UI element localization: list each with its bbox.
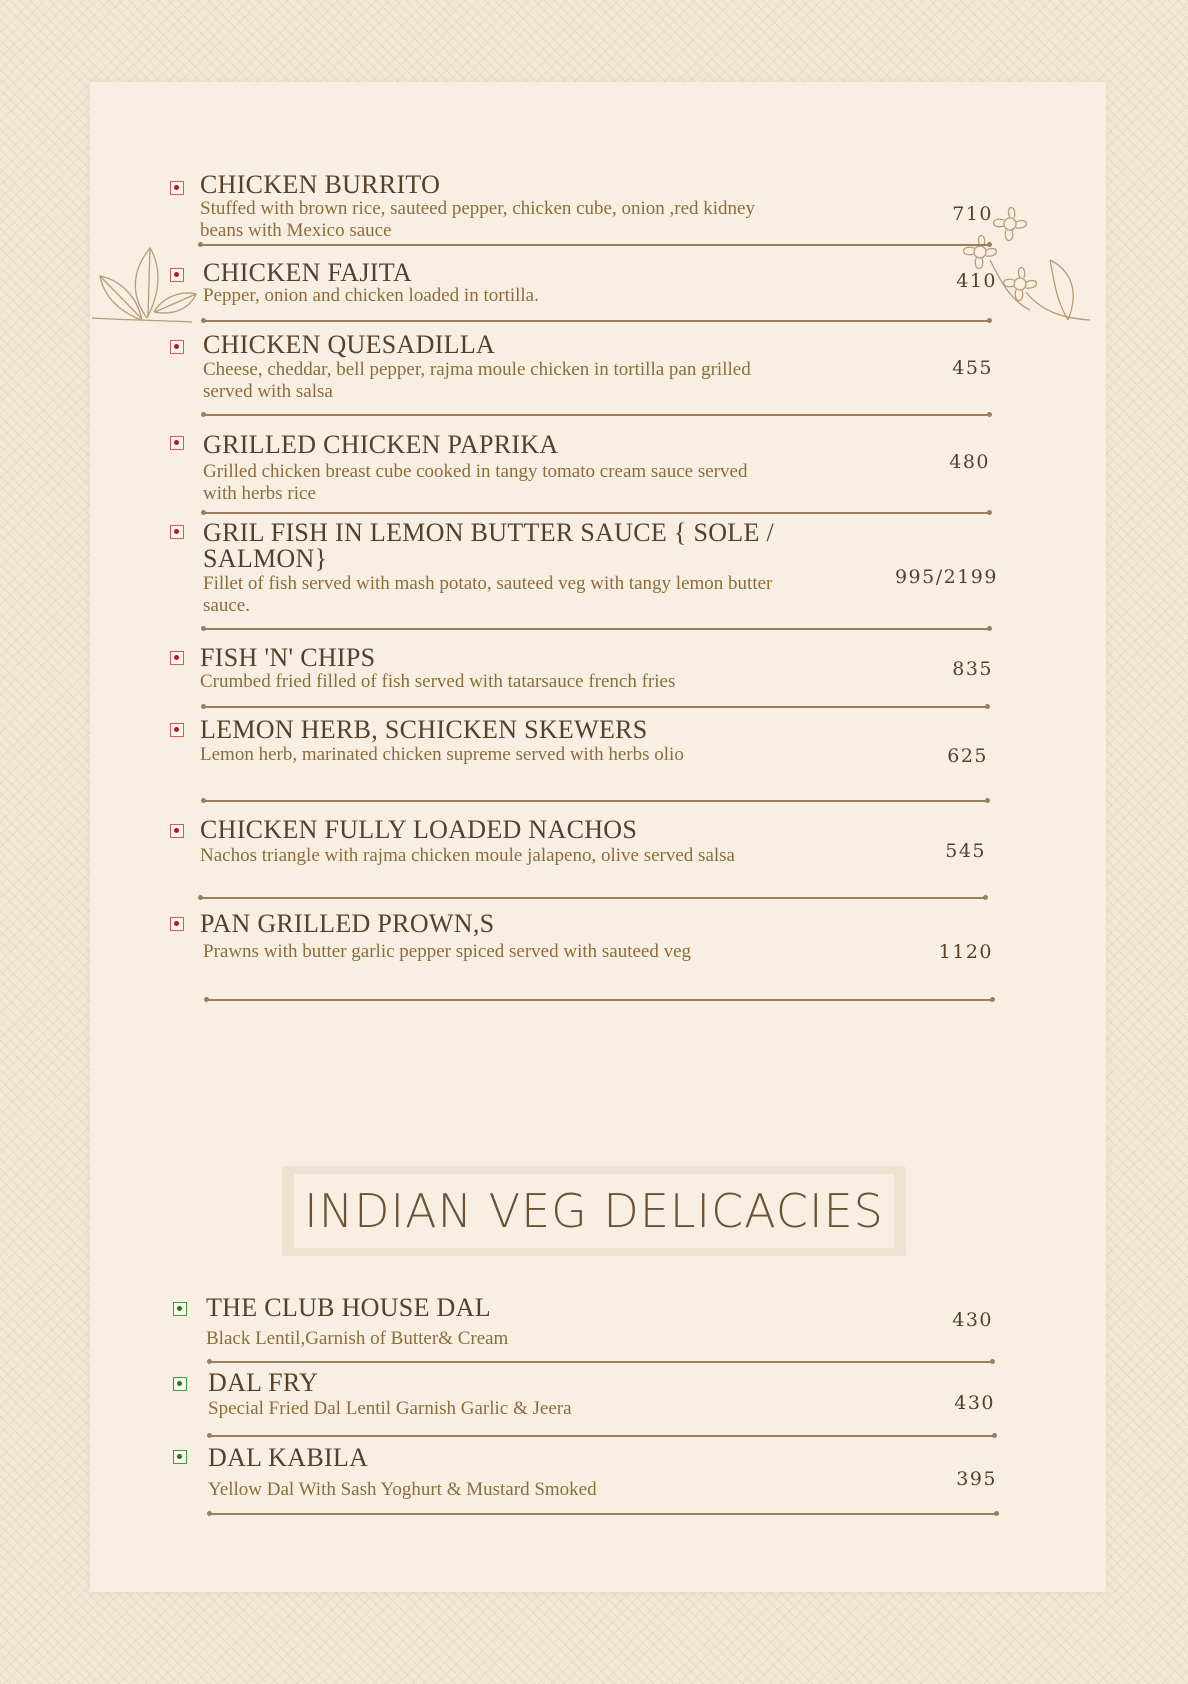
item-description: Prawns with butter garlic pepper spiced served with sauteed veg	[203, 941, 692, 962]
item-divider	[209, 1513, 997, 1515]
item-description: Lemon herb, marinated chicken supreme served with herbs olio	[200, 744, 684, 765]
item-name: CHICKEN BURRITO	[200, 170, 441, 199]
item-name: LEMON HERB, SCHICKEN SKEWERS	[200, 715, 648, 744]
item-name: GRILLED CHICKEN PAPRIKA	[203, 430, 559, 459]
veg-indicator-icon	[173, 1377, 187, 1391]
item-price: 545	[945, 840, 986, 862]
item-divider	[203, 414, 990, 416]
item-name: CHICKEN FULLY LOADED NACHOS	[200, 815, 638, 844]
item-description: Crumbed fried filled of fish served with tatarsauce french fries	[200, 671, 676, 692]
item-name: GRIL FISH IN LEMON BUTTER SAUCE { SOLE / SALMON}	[203, 518, 774, 573]
item-description: Pepper, onion and chicken loaded in tortilla.	[203, 285, 539, 306]
item-description: Fillet of fish served with mash potato, sauteed veg with tangy lemon butter sauce.	[203, 573, 773, 616]
item-name: THE CLUB HOUSE DAL	[206, 1293, 491, 1322]
item-divider	[200, 244, 990, 246]
item-name: DAL KABILA	[208, 1443, 369, 1472]
item-name: PAN GRILLED PROWN,S	[200, 909, 495, 938]
nonveg-indicator-icon	[170, 436, 184, 450]
nonveg-indicator-icon	[170, 340, 184, 354]
item-divider	[203, 628, 990, 630]
item-divider	[209, 1361, 993, 1363]
item-description: Nachos triangle with rajma chicken moule jalapeno, olive served salsa	[200, 845, 735, 866]
item-divider	[206, 999, 993, 1001]
item-description: Black Lentil,Garnish of Butter& Cream	[206, 1328, 509, 1349]
item-description: Grilled chicken breast cube cooked in tangy tomato cream sauce served with herbs rice	[203, 461, 748, 504]
item-price: 625	[947, 745, 988, 767]
nonveg-indicator-icon	[170, 917, 184, 931]
item-divider	[203, 706, 988, 708]
nonveg-indicator-icon	[170, 181, 184, 195]
left-flower-icon	[92, 228, 202, 338]
section-title: INDIAN VEG DELICACIES	[304, 1184, 884, 1238]
nonveg-indicator-icon	[170, 525, 184, 539]
item-divider	[209, 1435, 995, 1437]
item-name: CHICKEN FAJITA	[203, 258, 412, 287]
nonveg-indicator-icon	[170, 824, 184, 838]
item-divider	[200, 897, 986, 899]
item-description: Special Fried Dal Lentil Garnish Garlic & Jeera	[208, 1398, 572, 1419]
item-name: FISH 'N' CHIPS	[200, 643, 376, 672]
item-price: 480	[949, 451, 990, 473]
item-price: 410	[956, 270, 997, 292]
item-price: 1120	[938, 941, 993, 963]
nonveg-indicator-icon	[170, 723, 184, 737]
item-price: 395	[956, 1468, 997, 1490]
item-divider	[203, 320, 990, 322]
item-name: DAL FRY	[208, 1368, 319, 1397]
item-description: Cheese, cheddar, bell pepper, rajma moule chicken in tortilla pan grilled served with salsa	[203, 359, 751, 402]
veg-indicator-icon	[173, 1302, 187, 1316]
item-price: 455	[952, 357, 993, 379]
nonveg-indicator-icon	[170, 268, 184, 282]
item-divider	[203, 800, 988, 802]
item-price: 835	[952, 658, 993, 680]
item-price: 710	[952, 203, 993, 225]
item-price: 430	[952, 1309, 993, 1331]
item-description: Yellow Dal With Sash Yoghurt & Mustard Smoked	[208, 1479, 597, 1500]
veg-indicator-icon	[173, 1450, 187, 1464]
item-name: CHICKEN QUESADILLA	[203, 330, 496, 359]
item-price: 430	[954, 1392, 995, 1414]
nonveg-indicator-icon	[170, 651, 184, 665]
item-divider	[203, 512, 990, 514]
item-description: Stuffed with brown rice, sauteed pepper, chicken cube, onion ,red kidney beans with Mexico sauce	[200, 198, 755, 241]
item-price: 995/2199	[894, 566, 998, 588]
